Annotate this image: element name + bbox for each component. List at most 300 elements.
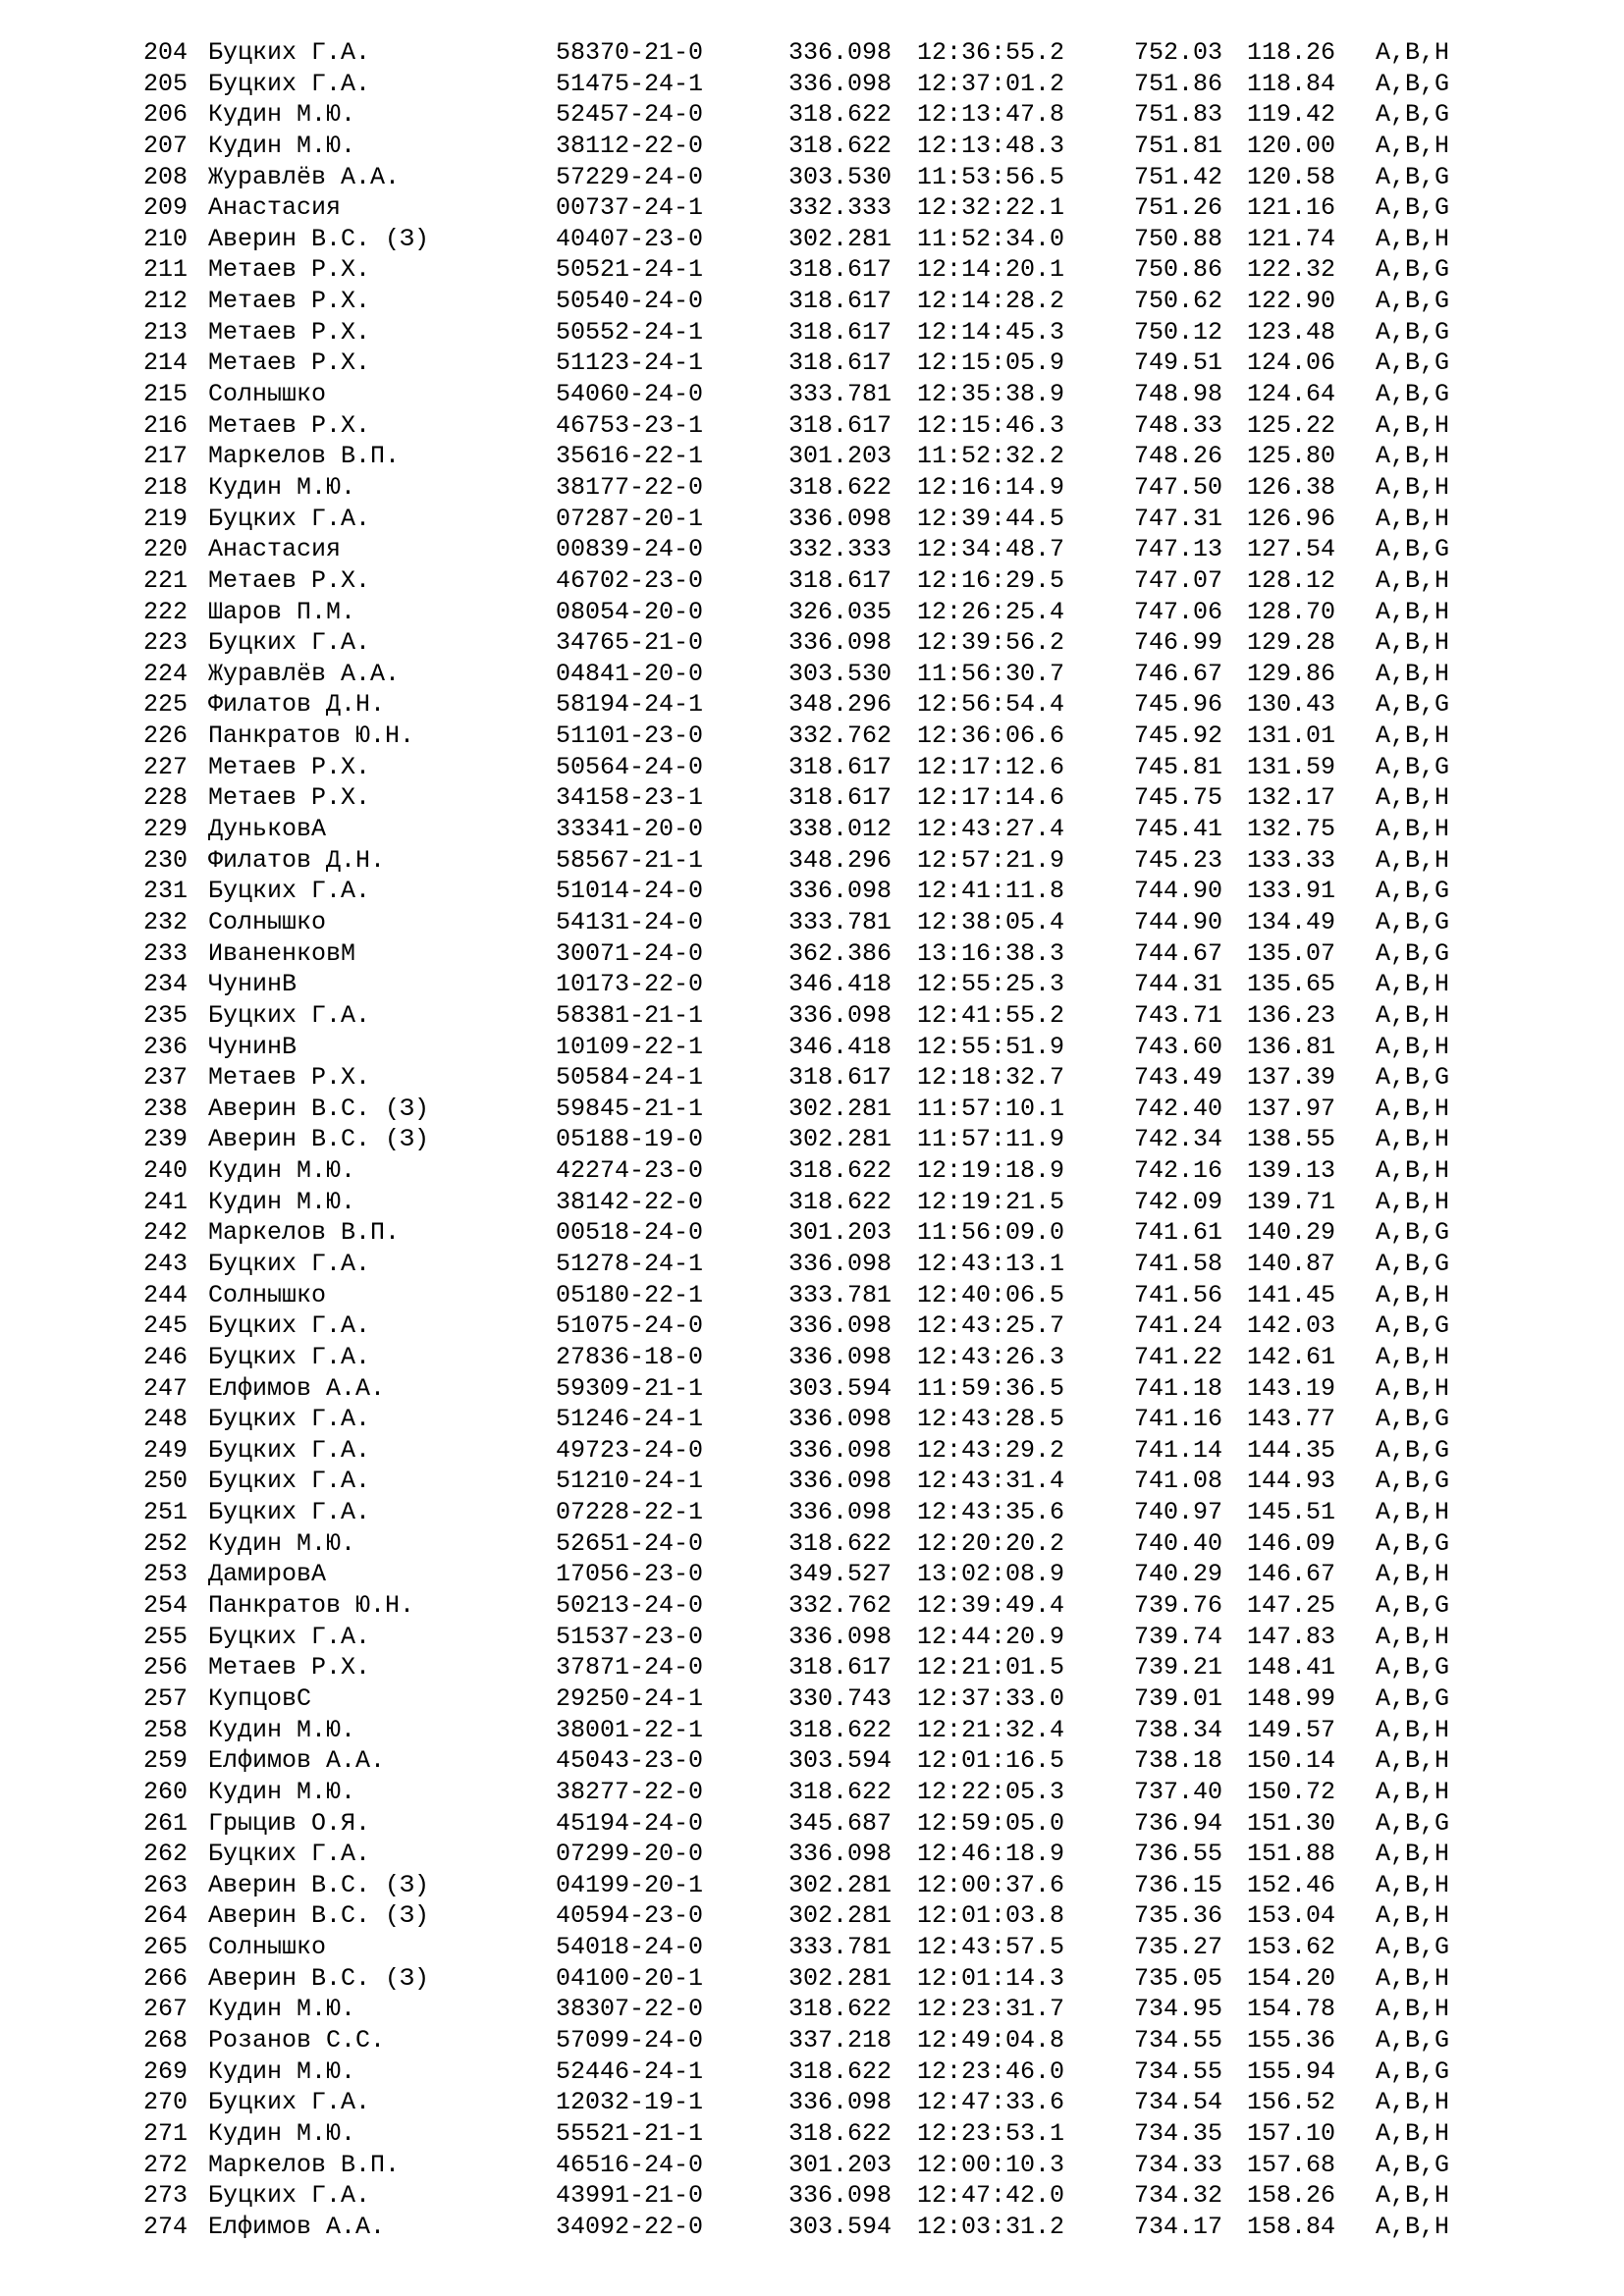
ring-number-cell: 38307-22-0: [556, 1995, 704, 2024]
category-cell: A,B,G: [1376, 752, 1450, 781]
arrival-time-cell: 12:14:45.3: [917, 317, 1065, 347]
place-cell: 245: [143, 1311, 189, 1341]
place-cell: 255: [143, 1622, 189, 1651]
table-row: [143, 1622, 1518, 1653]
coefficient-cell: 128.70: [1247, 597, 1336, 626]
arrival-time-cell: 12:18:32.7: [917, 1063, 1065, 1093]
ring-number-cell: 51101-23-0: [556, 721, 704, 751]
distance-cell: 348.296: [788, 690, 893, 720]
fancier-name-cell: Буцких Г.А.: [208, 1249, 371, 1278]
category-cell: A,B,G: [1376, 255, 1450, 285]
place-cell: 248: [143, 1405, 189, 1434]
fancier-name-cell: ИваненковМ: [208, 938, 356, 968]
table-row: [143, 192, 1518, 224]
fancier-name-cell: Аверин В.С. (З): [208, 1963, 430, 1993]
arrival-time-cell: 12:47:42.0: [917, 2181, 1065, 2211]
place-cell: 219: [143, 504, 189, 533]
place-cell: 204: [143, 38, 189, 67]
table-row: [143, 1373, 1518, 1405]
speed-cell: 740.29: [1134, 1560, 1223, 1589]
speed-cell: 742.34: [1134, 1125, 1223, 1154]
arrival-time-cell: 12:00:10.3: [917, 2150, 1065, 2179]
ring-number-cell: 04199-20-1: [556, 1870, 704, 1899]
table-row: [143, 659, 1518, 690]
arrival-time-cell: 12:17:14.6: [917, 783, 1065, 813]
fancier-name-cell: Солнышко: [208, 907, 327, 936]
ring-number-cell: 46753-23-1: [556, 410, 704, 440]
category-cell: A,B,H: [1376, 1125, 1450, 1154]
place-cell: 206: [143, 100, 189, 130]
distance-cell: 326.035: [788, 597, 893, 626]
place-cell: 256: [143, 1653, 189, 1682]
fancier-name-cell: Метаев Р.Х.: [208, 783, 371, 813]
table-row: [143, 1497, 1518, 1528]
arrival-time-cell: 12:13:47.8: [917, 100, 1065, 130]
place-cell: 272: [143, 2150, 189, 2179]
speed-cell: 747.13: [1134, 535, 1223, 564]
table-row: [143, 1404, 1518, 1435]
arrival-time-cell: 12:01:03.8: [917, 1901, 1065, 1931]
distance-cell: 318.617: [788, 255, 893, 285]
arrival-time-cell: 12:15:05.9: [917, 348, 1065, 378]
speed-cell: 748.33: [1134, 410, 1223, 440]
category-cell: A,B,G: [1376, 1653, 1450, 1682]
category-cell: A,B,G: [1376, 317, 1450, 347]
arrival-time-cell: 12:43:28.5: [917, 1405, 1065, 1434]
category-cell: A,B,H: [1376, 472, 1450, 502]
distance-cell: 332.333: [788, 193, 893, 223]
speed-cell: 736.15: [1134, 1870, 1223, 1899]
table-row: [143, 969, 1518, 1000]
arrival-time-cell: 12:21:01.5: [917, 1653, 1065, 1682]
coefficient-cell: 153.04: [1247, 1901, 1336, 1931]
table-row: [143, 1435, 1518, 1467]
arrival-time-cell: 12:46:18.9: [917, 1840, 1065, 1869]
arrival-time-cell: 12:43:35.6: [917, 1498, 1065, 1527]
ring-number-cell: 50552-24-1: [556, 317, 704, 347]
distance-cell: 318.617: [788, 1063, 893, 1093]
table-row: [143, 1032, 1518, 1063]
distance-cell: 333.781: [788, 1280, 893, 1309]
coefficient-cell: 154.20: [1247, 1963, 1336, 1993]
arrival-time-cell: 12:01:14.3: [917, 1963, 1065, 1993]
place-cell: 265: [143, 1933, 189, 1962]
coefficient-cell: 119.42: [1247, 100, 1336, 130]
ring-number-cell: 10173-22-0: [556, 970, 704, 999]
speed-cell: 745.96: [1134, 690, 1223, 720]
table-row: [143, 876, 1518, 907]
speed-cell: 734.54: [1134, 2088, 1223, 2117]
ring-number-cell: 58194-24-1: [556, 690, 704, 720]
place-cell: 270: [143, 2088, 189, 2117]
distance-cell: 336.098: [788, 1840, 893, 1869]
place-cell: 259: [143, 1746, 189, 1776]
speed-cell: 744.67: [1134, 938, 1223, 968]
coefficient-cell: 126.38: [1247, 472, 1336, 502]
speed-cell: 746.67: [1134, 659, 1223, 688]
distance-cell: 318.617: [788, 1653, 893, 1682]
fancier-name-cell: Шаров П.М.: [208, 597, 356, 626]
distance-cell: 336.098: [788, 1435, 893, 1465]
table-row: [143, 410, 1518, 442]
fancier-name-cell: Буцких Г.А.: [208, 1622, 371, 1651]
ring-number-cell: 50584-24-1: [556, 1063, 704, 1093]
arrival-time-cell: 12:41:11.8: [917, 877, 1065, 906]
speed-cell: 739.74: [1134, 1622, 1223, 1651]
arrival-time-cell: 13:16:38.3: [917, 938, 1065, 968]
table-row: [143, 721, 1518, 752]
category-cell: A,B,G: [1376, 348, 1450, 378]
ring-number-cell: 34765-21-0: [556, 628, 704, 658]
fancier-name-cell: ДамировА: [208, 1560, 327, 1589]
arrival-time-cell: 12:56:54.4: [917, 690, 1065, 720]
place-cell: 213: [143, 317, 189, 347]
fancier-name-cell: Розанов С.С.: [208, 2026, 386, 2055]
arrival-time-cell: 11:57:10.1: [917, 1094, 1065, 1123]
category-cell: A,B,G: [1376, 907, 1450, 936]
ring-number-cell: 05188-19-0: [556, 1125, 704, 1154]
table-row: [143, 2118, 1518, 2150]
category-cell: A,B,G: [1376, 690, 1450, 720]
speed-cell: 742.40: [1134, 1094, 1223, 1123]
table-row: [143, 689, 1518, 721]
ring-number-cell: 50564-24-0: [556, 752, 704, 781]
fancier-name-cell: Маркелов В.П.: [208, 2150, 401, 2179]
speed-cell: 745.23: [1134, 845, 1223, 875]
arrival-time-cell: 13:02:08.9: [917, 1560, 1065, 1589]
distance-cell: 336.098: [788, 1000, 893, 1030]
coefficient-cell: 118.84: [1247, 69, 1336, 98]
category-cell: A,B,G: [1376, 193, 1450, 223]
table-row: [143, 504, 1518, 535]
distance-cell: 301.203: [788, 442, 893, 471]
arrival-time-cell: 12:01:16.5: [917, 1746, 1065, 1776]
category-cell: A,B,H: [1376, 1342, 1450, 1371]
speed-cell: 743.71: [1134, 1000, 1223, 1030]
table-row: [143, 1963, 1518, 1995]
category-cell: A,B,H: [1376, 1715, 1450, 1744]
fancier-name-cell: Филатов Д.Н.: [208, 845, 386, 875]
distance-cell: 318.622: [788, 1187, 893, 1216]
table-row: [143, 1528, 1518, 1560]
distance-cell: 346.418: [788, 970, 893, 999]
place-cell: 227: [143, 752, 189, 781]
place-cell: 233: [143, 938, 189, 968]
place-cell: 269: [143, 2056, 189, 2086]
category-cell: A,B,H: [1376, 38, 1450, 67]
fancier-name-cell: Буцких Г.А.: [208, 1000, 371, 1030]
place-cell: 271: [143, 2118, 189, 2148]
speed-cell: 738.18: [1134, 1746, 1223, 1776]
coefficient-cell: 144.93: [1247, 1467, 1336, 1496]
distance-cell: 349.527: [788, 1560, 893, 1589]
ring-number-cell: 10109-22-1: [556, 1032, 704, 1061]
ring-number-cell: 50213-24-0: [556, 1591, 704, 1621]
place-cell: 216: [143, 410, 189, 440]
coefficient-cell: 150.14: [1247, 1746, 1336, 1776]
distance-cell: 318.617: [788, 287, 893, 316]
arrival-time-cell: 12:21:32.4: [917, 1715, 1065, 1744]
category-cell: A,B,G: [1376, 1683, 1450, 1713]
table-row: [143, 1466, 1518, 1497]
distance-cell: 303.530: [788, 659, 893, 688]
table-row: [143, 1745, 1518, 1777]
speed-cell: 741.14: [1134, 1435, 1223, 1465]
ring-number-cell: 12032-19-1: [556, 2088, 704, 2117]
speed-cell: 751.26: [1134, 193, 1223, 223]
category-cell: A,B,G: [1376, 1218, 1450, 1248]
coefficient-cell: 148.41: [1247, 1653, 1336, 1682]
table-row: [143, 254, 1518, 286]
distance-cell: 318.617: [788, 752, 893, 781]
place-cell: 208: [143, 162, 189, 191]
table-row: [143, 1094, 1518, 1125]
arrival-time-cell: 12:43:26.3: [917, 1342, 1065, 1371]
ring-number-cell: 45194-24-0: [556, 1808, 704, 1838]
arrival-time-cell: 12:37:01.2: [917, 69, 1065, 98]
ring-number-cell: 08054-20-0: [556, 597, 704, 626]
coefficient-cell: 155.36: [1247, 2026, 1336, 2055]
category-cell: A,B,H: [1376, 783, 1450, 813]
coefficient-cell: 151.30: [1247, 1808, 1336, 1838]
speed-cell: 745.41: [1134, 815, 1223, 844]
coefficient-cell: 122.32: [1247, 255, 1336, 285]
coefficient-cell: 120.58: [1247, 162, 1336, 191]
distance-cell: 303.594: [788, 1746, 893, 1776]
category-cell: A,B,H: [1376, 1901, 1450, 1931]
distance-cell: 346.418: [788, 1032, 893, 1061]
table-row: [143, 347, 1518, 379]
category-cell: A,B,G: [1376, 2056, 1450, 2086]
place-cell: 273: [143, 2181, 189, 2211]
category-cell: A,B,H: [1376, 1094, 1450, 1123]
category-cell: A,B,H: [1376, 410, 1450, 440]
coefficient-cell: 138.55: [1247, 1125, 1336, 1154]
speed-cell: 745.75: [1134, 783, 1223, 813]
table-row: [143, 1062, 1518, 1094]
table-row: [143, 472, 1518, 504]
speed-cell: 741.56: [1134, 1280, 1223, 1309]
coefficient-cell: 132.75: [1247, 815, 1336, 844]
fancier-name-cell: Буцких Г.А.: [208, 1467, 371, 1496]
ring-number-cell: 07287-20-1: [556, 504, 704, 533]
fancier-name-cell: Буцких Г.А.: [208, 1840, 371, 1869]
distance-cell: 318.622: [788, 1715, 893, 1744]
arrival-time-cell: 12:20:20.2: [917, 1528, 1065, 1558]
speed-cell: 747.31: [1134, 504, 1223, 533]
ring-number-cell: 00518-24-0: [556, 1218, 704, 1248]
distance-cell: 337.218: [788, 2026, 893, 2055]
distance-cell: 318.622: [788, 131, 893, 160]
coefficient-cell: 125.22: [1247, 410, 1336, 440]
coefficient-cell: 143.77: [1247, 1405, 1336, 1434]
ring-number-cell: 58381-21-1: [556, 1000, 704, 1030]
category-cell: A,B,H: [1376, 442, 1450, 471]
table-row: [143, 752, 1518, 783]
distance-cell: 302.281: [788, 1094, 893, 1123]
coefficient-cell: 154.78: [1247, 1995, 1336, 2024]
fancier-name-cell: Журавлёв А.А.: [208, 659, 401, 688]
table-row: [143, 534, 1518, 565]
place-cell: 262: [143, 1840, 189, 1869]
table-row: [143, 99, 1518, 131]
fancier-name-cell: Буцких Г.А.: [208, 504, 371, 533]
category-cell: A,B,G: [1376, 1405, 1450, 1434]
coefficient-cell: 146.09: [1247, 1528, 1336, 1558]
ring-number-cell: 38142-22-0: [556, 1187, 704, 1216]
category-cell: A,B,H: [1376, 2118, 1450, 2148]
fancier-name-cell: Маркелов В.П.: [208, 442, 401, 471]
fancier-name-cell: Кудин М.Ю.: [208, 100, 356, 130]
category-cell: A,B,G: [1376, 1467, 1450, 1496]
category-cell: A,B,G: [1376, 100, 1450, 130]
category-cell: A,B,H: [1376, 1498, 1450, 1527]
fancier-name-cell: Буцких Г.А.: [208, 628, 371, 658]
ring-number-cell: 57099-24-0: [556, 2026, 704, 2055]
distance-cell: 336.098: [788, 1622, 893, 1651]
coefficient-cell: 139.71: [1247, 1187, 1336, 1216]
category-cell: A,B,G: [1376, 1063, 1450, 1093]
distance-cell: 333.781: [788, 380, 893, 409]
arrival-time-cell: 11:57:11.9: [917, 1125, 1065, 1154]
speed-cell: 734.32: [1134, 2181, 1223, 2211]
distance-cell: 318.617: [788, 317, 893, 347]
ring-number-cell: 54131-24-0: [556, 907, 704, 936]
arrival-time-cell: 12:43:27.4: [917, 815, 1065, 844]
speed-cell: 751.42: [1134, 162, 1223, 191]
speed-cell: 734.17: [1134, 2212, 1223, 2241]
arrival-time-cell: 12:23:46.0: [917, 2056, 1065, 2086]
coefficient-cell: 120.00: [1247, 131, 1336, 160]
distance-cell: 338.012: [788, 815, 893, 844]
coefficient-cell: 141.45: [1247, 1280, 1336, 1309]
distance-cell: 336.098: [788, 2088, 893, 2117]
category-cell: A,B,H: [1376, 131, 1450, 160]
coefficient-cell: 147.25: [1247, 1591, 1336, 1621]
place-cell: 232: [143, 907, 189, 936]
ring-number-cell: 29250-24-1: [556, 1683, 704, 1713]
distance-cell: 318.617: [788, 410, 893, 440]
table-row: [143, 1249, 1518, 1280]
place-cell: 234: [143, 970, 189, 999]
table-row: [143, 1683, 1518, 1715]
ring-number-cell: 51537-23-0: [556, 1622, 704, 1651]
arrival-time-cell: 12:23:31.7: [917, 1995, 1065, 2024]
arrival-time-cell: 12:43:25.7: [917, 1311, 1065, 1341]
coefficient-cell: 149.57: [1247, 1715, 1336, 1744]
table-row: [143, 286, 1518, 317]
category-cell: A,B,H: [1376, 1777, 1450, 1806]
ring-number-cell: 51278-24-1: [556, 1249, 704, 1278]
table-row: [143, 37, 1518, 69]
table-row: [143, 1310, 1518, 1342]
coefficient-cell: 142.03: [1247, 1311, 1336, 1341]
fancier-name-cell: Аверин В.С. (З): [208, 1125, 430, 1154]
ring-number-cell: 37871-24-0: [556, 1653, 704, 1682]
fancier-name-cell: Солнышко: [208, 1280, 327, 1309]
coefficient-cell: 123.48: [1247, 317, 1336, 347]
arrival-time-cell: 12:16:29.5: [917, 565, 1065, 595]
arrival-time-cell: 12:36:55.2: [917, 38, 1065, 67]
fancier-name-cell: ДуньковА: [208, 815, 327, 844]
coefficient-cell: 136.81: [1247, 1032, 1336, 1061]
category-cell: A,B,G: [1376, 69, 1450, 98]
speed-cell: 734.55: [1134, 2026, 1223, 2055]
coefficient-cell: 129.86: [1247, 659, 1336, 688]
speed-cell: 738.34: [1134, 1715, 1223, 1744]
ring-number-cell: 51014-24-0: [556, 877, 704, 906]
speed-cell: 734.95: [1134, 1995, 1223, 2024]
fancier-name-cell: Кудин М.Ю.: [208, 472, 356, 502]
table-row: [143, 565, 1518, 597]
fancier-name-cell: Метаев Р.Х.: [208, 317, 371, 347]
fancier-name-cell: Анастасия: [208, 535, 342, 564]
distance-cell: 348.296: [788, 845, 893, 875]
table-row: [143, 2056, 1518, 2088]
arrival-time-cell: 12:17:12.6: [917, 752, 1065, 781]
fancier-name-cell: Солнышко: [208, 1933, 327, 1962]
ring-number-cell: 50540-24-0: [556, 287, 704, 316]
speed-cell: 743.49: [1134, 1063, 1223, 1093]
place-cell: 239: [143, 1125, 189, 1154]
coefficient-cell: 140.29: [1247, 1218, 1336, 1248]
place-cell: 218: [143, 472, 189, 502]
speed-cell: 741.24: [1134, 1311, 1223, 1341]
fancier-name-cell: Аверин В.С. (З): [208, 1901, 430, 1931]
coefficient-cell: 128.12: [1247, 565, 1336, 595]
fancier-name-cell: Буцких Г.А.: [208, 38, 371, 67]
fancier-name-cell: Елфимов А.А.: [208, 1746, 386, 1776]
table-row: [143, 2025, 1518, 2056]
fancier-name-cell: Аверин В.С. (З): [208, 1094, 430, 1123]
coefficient-cell: 124.06: [1247, 348, 1336, 378]
distance-cell: 336.098: [788, 1467, 893, 1496]
category-cell: A,B,H: [1376, 1280, 1450, 1309]
table-row: [143, 2087, 1518, 2118]
table-row: [143, 845, 1518, 877]
speed-cell: 747.07: [1134, 565, 1223, 595]
ring-number-cell: 00839-24-0: [556, 535, 704, 564]
speed-cell: 734.55: [1134, 2056, 1223, 2086]
coefficient-cell: 140.87: [1247, 1249, 1336, 1278]
fancier-name-cell: Метаев Р.Х.: [208, 287, 371, 316]
speed-cell: 750.86: [1134, 255, 1223, 285]
place-cell: 250: [143, 1467, 189, 1496]
distance-cell: 301.203: [788, 1218, 893, 1248]
arrival-time-cell: 12:00:37.6: [917, 1870, 1065, 1899]
fancier-name-cell: Панкратов Ю.Н.: [208, 721, 415, 751]
table-row: [143, 2150, 1518, 2181]
arrival-time-cell: 12:16:14.9: [917, 472, 1065, 502]
table-row: [143, 379, 1518, 410]
table-row: [143, 1342, 1518, 1373]
fancier-name-cell: Метаев Р.Х.: [208, 348, 371, 378]
speed-cell: 739.01: [1134, 1683, 1223, 1713]
speed-cell: 742.09: [1134, 1187, 1223, 1216]
fancier-name-cell: ЧунинВ: [208, 970, 298, 999]
coefficient-cell: 126.96: [1247, 504, 1336, 533]
arrival-time-cell: 12:39:49.4: [917, 1591, 1065, 1621]
ring-number-cell: 38001-22-1: [556, 1715, 704, 1744]
category-cell: A,B,G: [1376, 938, 1450, 968]
table-row: [143, 907, 1518, 938]
arrival-time-cell: 12:26:25.4: [917, 597, 1065, 626]
table-row: [143, 1217, 1518, 1249]
fancier-name-cell: Буцких Г.А.: [208, 1435, 371, 1465]
place-cell: 212: [143, 287, 189, 316]
distance-cell: 318.622: [788, 1528, 893, 1558]
category-cell: A,B,G: [1376, 1311, 1450, 1341]
